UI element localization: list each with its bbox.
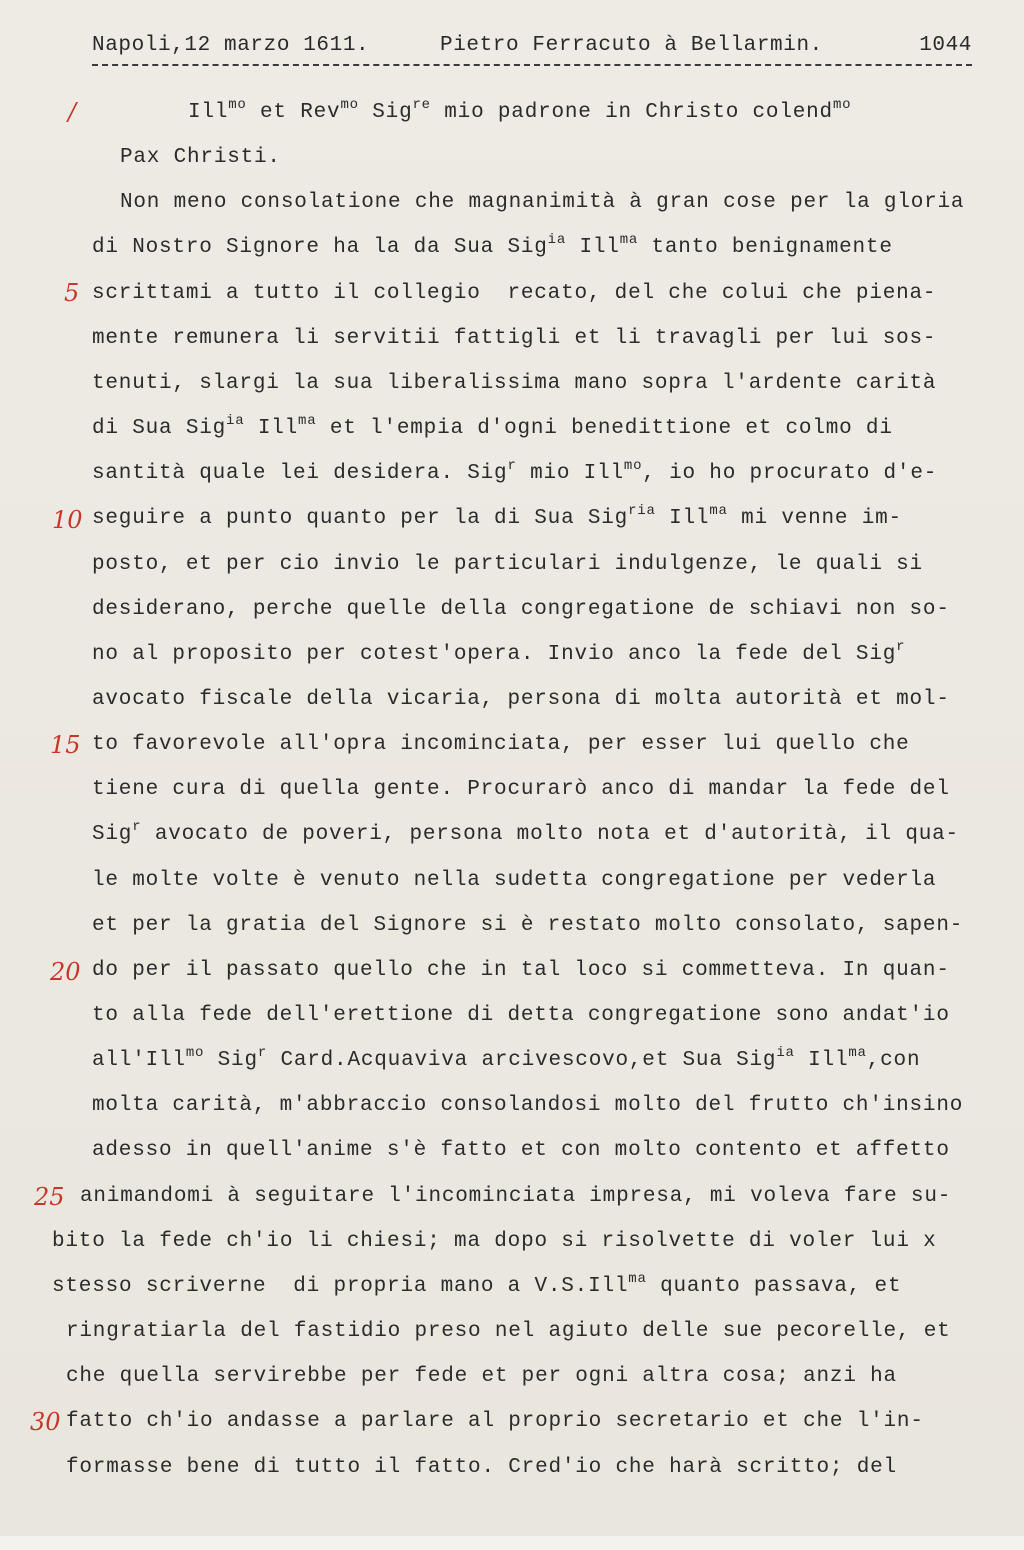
text-line: [66, 1317, 951, 1347]
header-dashed-rule: [92, 64, 972, 66]
text-line: [92, 820, 959, 850]
margin-marker-10: 10: [52, 506, 83, 534]
line-text: bito la fede ch'io li chiesi; ma dopo si risolvette di voler lui x: [52, 1230, 937, 1253]
superscript-abbrev: mo: [228, 97, 247, 113]
line-text: avocato de poveri, persona molto nota et d'autorità, il qua-: [141, 823, 959, 846]
line-text: seguire a punto quanto per la di Sua Sig: [92, 507, 629, 530]
line-text: to alla fede dell'erettione di detta congregatione sono andat'io: [92, 1004, 950, 1027]
margin-marker-20: 20: [50, 958, 81, 986]
text-line: [188, 98, 851, 128]
superscript-abbrev: ma: [848, 1045, 867, 1061]
text-line: [92, 324, 936, 354]
text-line: [120, 143, 281, 173]
text-line: [92, 414, 893, 444]
line-text: che quella servirebbe per fede et per ogni altra cosa; anzi ha: [66, 1365, 897, 1388]
line-text: Ill: [566, 236, 620, 259]
line-text: stesso scriverne di propria mano a V.S.Ill: [52, 1275, 629, 1298]
line-text: Ill: [655, 507, 710, 530]
line-text: avocato fiscale della vicaria, persona di molta autorità et mol-: [92, 688, 950, 711]
superscript-abbrev: mo: [832, 97, 852, 113]
text-line: [92, 504, 902, 534]
text-line: [92, 685, 950, 715]
text-line: [92, 911, 963, 941]
superscript-abbrev: ma: [298, 413, 317, 429]
header-document-number: 1044: [919, 34, 972, 57]
line-text: Ill: [188, 101, 229, 124]
line-text: to favorevole all'opra incominciata, per esser lui quello che: [92, 733, 910, 756]
line-text: tenuti, slargi la sua liberalissima mano sopra l'ardente carità: [92, 372, 937, 395]
text-line: [92, 1046, 920, 1076]
margin-marker-30: 30: [30, 1408, 61, 1436]
text-line: [66, 1453, 897, 1483]
superscript-abbrev: ma: [709, 503, 728, 519]
header-place-date: Napoli,12 marzo 1611.: [92, 34, 370, 57]
line-text: mi venne im-: [727, 507, 902, 530]
page-bottom-edge: [0, 1536, 1024, 1550]
text-line: [92, 956, 950, 986]
line-text: mente remunera li servitii fattigli et li travagli per lui sos-: [92, 327, 937, 350]
text-line: [92, 1136, 950, 1166]
line-text: Card.Acquaviva arcivescovo,et Sua Sig: [267, 1049, 777, 1072]
text-line: [120, 188, 964, 218]
superscript-abbrev: mo: [340, 97, 359, 113]
line-text: formasse bene di tutto il fatto. Cred'io che harà scritto; del: [66, 1456, 897, 1479]
line-text: Sig: [92, 823, 133, 846]
superscript-abbrev: ria: [628, 503, 656, 519]
line-text: ringratiarla del fastidio preso nel agiuto delle sue pecorelle, et: [66, 1320, 951, 1343]
line-text: mio padrone in Christo colend: [430, 101, 833, 124]
line-text: fatto ch'io andasse a parlare al proprio secretario et che l'in-: [66, 1410, 924, 1433]
line-text: , io ho procurato d'e-: [642, 462, 938, 485]
text-line: [80, 1182, 951, 1212]
text-line: [92, 279, 936, 309]
line-text: santità quale lei desidera. Sig: [92, 462, 508, 485]
text-line: [92, 730, 910, 760]
text-line: [52, 1227, 937, 1257]
text-line: [66, 1407, 924, 1437]
text-line: [92, 866, 936, 896]
text-line: [66, 1362, 897, 1392]
page-header: [92, 34, 972, 68]
superscript-abbrev: r: [257, 1045, 268, 1061]
line-text: Ill: [794, 1049, 849, 1072]
text-line: [92, 640, 905, 670]
line-text: quanto passava, et: [646, 1275, 902, 1298]
text-line: [92, 233, 893, 263]
line-text: animandomi à seguitare l'incominciata impresa, mi voleva fare su-: [80, 1185, 952, 1208]
line-text: desiderano, perche quelle della congregatione de schiavi non so-: [92, 598, 950, 621]
margin-marker-25: 25: [34, 1183, 65, 1211]
superscript-abbrev: mo: [185, 1045, 205, 1061]
superscript-abbrev: mo: [623, 458, 643, 474]
line-text: di Sua Sig: [92, 417, 227, 440]
margin-marker-15: 15: [50, 731, 81, 759]
text-line: [92, 1001, 950, 1031]
line-text: all'Ill: [92, 1049, 186, 1072]
text-line: [92, 550, 923, 580]
superscript-abbrev: r: [132, 819, 142, 835]
line-text: molta carità, m'abbraccio consolandosi molto del frutto ch'insino: [92, 1094, 964, 1117]
line-text: mio Ill: [516, 462, 624, 485]
superscript-abbrev: r: [507, 458, 517, 474]
header-parties: Pietro Ferracuto à Bellarmin.: [440, 34, 823, 57]
line-text: tiene cura di quella gente. Procurarò anco di mandar la fede del: [92, 778, 950, 801]
line-text: et Rev: [246, 101, 341, 124]
line-text: di Nostro Signore ha la da Sua Sig: [92, 236, 548, 259]
superscript-abbrev: r: [896, 639, 906, 655]
line-text: et per la gratia del Signore si è restato molto consolato, sapen-: [92, 914, 964, 937]
line-text: et l'empia d'ogni benedittione et colmo di: [316, 417, 893, 440]
margin-marker-1: /: [68, 98, 77, 126]
superscript-abbrev: ma: [628, 1271, 647, 1287]
text-line: [92, 1091, 963, 1121]
text-line: [92, 369, 936, 399]
line-text: no al proposito per cotest'opera. Invio anco la fede del Sig: [92, 643, 897, 666]
line-text: tanto benignamente: [638, 236, 893, 259]
line-text: Sig: [204, 1049, 258, 1072]
superscript-abbrev: ma: [619, 232, 639, 248]
margin-marker-5: 5: [64, 279, 80, 307]
line-text: ,con: [866, 1049, 921, 1072]
line-text: Sig: [358, 101, 413, 124]
line-text: do per il passato quello che in tal loco si commetteva. In quan-: [92, 959, 950, 982]
line-text: Non meno consolatione che magnanimità à gran cose per la gloria: [120, 191, 965, 214]
text-line: [52, 1272, 901, 1302]
line-text: adesso in quell'anime s'è fatto et con molto contento et affetto: [92, 1139, 950, 1162]
line-text: Ill: [244, 417, 299, 440]
line-text: le molte volte è venuto nella sudetta congregatione per vederla: [92, 869, 937, 892]
superscript-abbrev: ia: [226, 413, 245, 429]
text-line: [92, 775, 950, 805]
text-line: [92, 595, 950, 625]
superscript-abbrev: ia: [547, 232, 567, 248]
line-text: scrittami a tutto il collegio recato, del che colui che piena-: [92, 282, 937, 305]
superscript-abbrev: re: [412, 97, 431, 113]
text-line: [92, 459, 937, 489]
line-text: posto, et per cio invio le particulari indulgenze, le quali si: [92, 553, 923, 576]
superscript-abbrev: ia: [776, 1045, 795, 1061]
line-text: Pax Christi.: [120, 146, 281, 169]
